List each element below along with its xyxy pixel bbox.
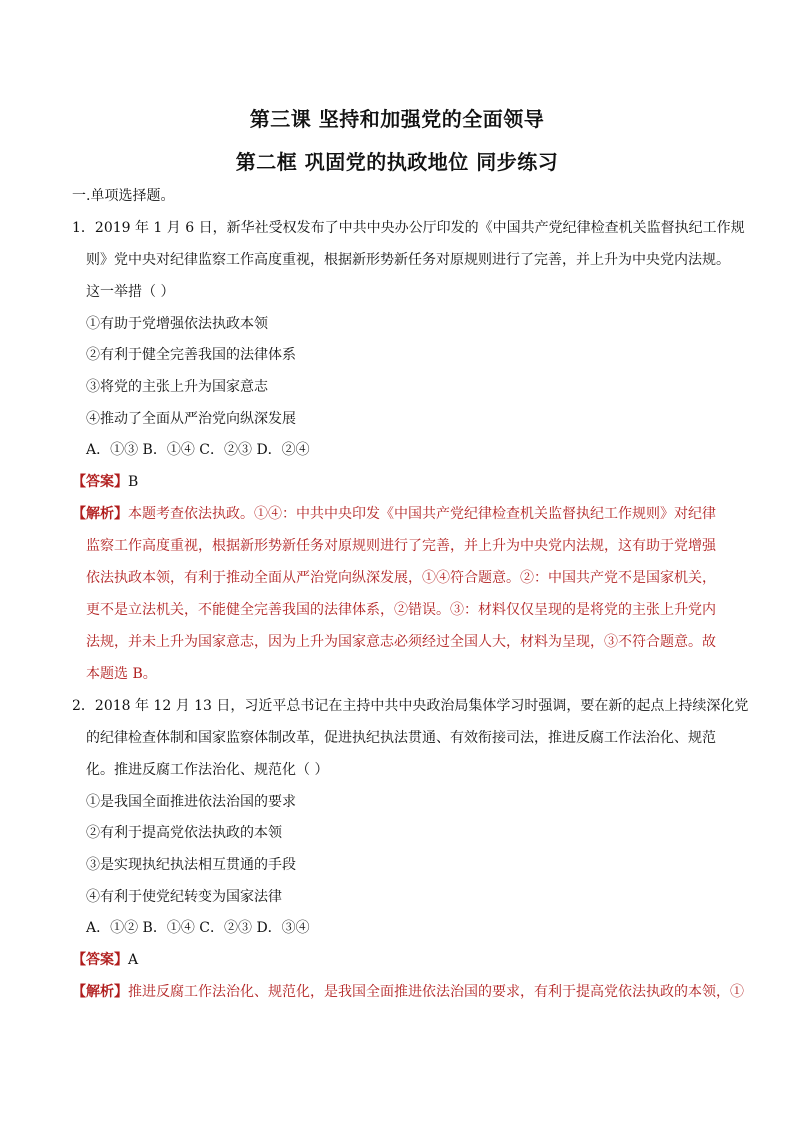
question-1-explain-line-4: 更不是立法机关，不能健全完善我国的法律体系，②错误。③：材料仅仅呈现的是将党的主张上升党内 (86, 602, 716, 618)
explain-text: 推进反腐工作法治化、规范化，是我国全面推进依法治国的要求，有利于提高党依法执政的本领，① (128, 984, 744, 1000)
question-1-item-1: ①有助于党增强依法执政本领 (86, 316, 268, 332)
question-2-explain-line-1 (72, 982, 744, 1002)
question-2-line-3: 化。推进反腐工作法治化、规范化（ ） (86, 762, 329, 778)
question-1-explain-line-2: 监察工作高度重视，根据新形势新任务对原规则进行了完善，并上升为中央党内法规，这有助于党增强 (86, 538, 716, 554)
question-2-item-2: ②有利于提高党依法执政的本领 (86, 825, 282, 841)
question-1-item-3: ③将党的主张上升为国家意志 (86, 379, 268, 395)
question-2-line-1: 2．2018 年 12 月 13 日，习近平总书记在主持中共中央政治局集体学习时强调，要在新的起点上持续深化党 (72, 698, 749, 714)
answer-tag: 【答案】 (72, 474, 128, 490)
question-2-answer (72, 950, 138, 970)
question-2-item-1: ①是我国全面推进依法治国的要求 (86, 794, 296, 810)
question-1-line-1: 1．2019 年 1 月 6 日，新华社受权发布了中共中央办公厅印发的《中国共产党纪律检查机关监督执纪工作规 (72, 220, 745, 236)
explain-tag: 【解析】 (72, 506, 128, 522)
question-1-item-2: ②有利于健全完善我国的法律体系 (86, 347, 296, 363)
question-1-explain-line-6: 本题选 B。 (86, 666, 157, 682)
page-subtitle: 第二框 巩固党的执政地位 同步练习 (235, 150, 559, 174)
answer-value: A (128, 952, 139, 968)
question-1-line-3: 这一举措（ ） (86, 284, 175, 300)
answer-tag: 【答案】 (72, 952, 128, 968)
question-1-line-2: 则》党中央对纪律监察工作高度重视，根据新形势新任务对原规则进行了完善，并上升为中央党内法规。 (86, 252, 730, 268)
explain-tag: 【解析】 (72, 984, 128, 1000)
explain-text: 本题考查依法执政。①④：中共中央印发《中国共产党纪律检查机关监督执纪工作规则》对纪律 (128, 506, 716, 522)
question-2-item-3: ③是实现执纪执法相互贯通的手段 (86, 857, 296, 873)
question-1-explain-line-1 (72, 504, 716, 524)
question-2-item-4: ④有利于使党纪转变为国家法律 (86, 889, 282, 905)
question-2-line-2: 的纪律检查体制和国家监察体制改革，促进执纪执法贯通、有效衔接司法，推进反腐工作法治化、规范 (86, 730, 716, 746)
question-1-explain-line-3: 依法执政本领，有利于推动全面从严治党向纵深发展，①④符合题意。②：中国共产党不是国家机关， (86, 570, 716, 586)
question-1-options: A．①③ B．①④ C．②③ D．②④ (86, 442, 310, 458)
page-title: 第三课 坚持和加强党的全面领导 (249, 107, 545, 131)
question-1-item-4: ④推动了全面从严治党向纵深发展 (86, 411, 296, 427)
section-heading: 一.单项选择题。 (72, 188, 175, 204)
answer-value: B (128, 474, 139, 490)
question-2-options: A．①② B．①④ C．②③ D．③④ (86, 920, 310, 936)
question-1-explain-line-5: 法规，并未上升为国家意志，因为上升为国家意志必须经过全国人大，材料为呈现，③不符合题意。故 (86, 634, 716, 650)
question-1-answer (72, 472, 138, 492)
